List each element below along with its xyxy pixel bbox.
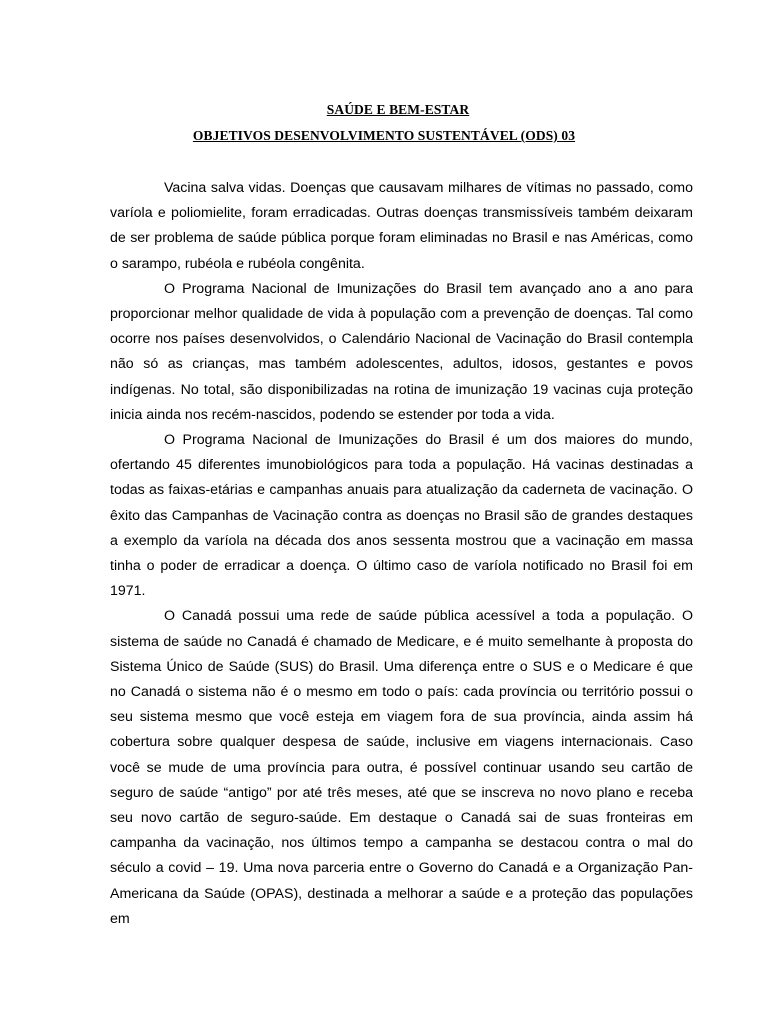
paragraph-canada-health-system: O Canadá possui uma rede de saúde pública acessível a toda a população. O sistema de saúde no Canadá é chamado de Medicare, e é muito semelhante à proposta do Sistema Único de Saúde (SUS) do Brasil. Uma diferença entre o SUS e o Medicare é que no Canadá o sistema não é o mesmo em todo o país: cada província ou território possui o seu sistema mesmo que você esteja em viagem fora de sua província, ainda assim há cobertura sobre qualquer despesa de saúde, inclusive em viagens internacionais. Caso você se mude de uma província para outra, é possível continuar usando seu cartão de seguro de saúde “antigo” por até três meses, até que se inscreva no novo plano e receba seu novo cartão de seguro-saúde. Em destaque o Canadá sai de suas fronteiras em campanha da vacinação, nos últimos tempo a campanha se destacou contra o mal do século a covid – 19. Uma nova parceria entre o Governo do Canadá e a Organização Pan-Americana da Saúde (OPAS), destinada a melhorar a saúde e a proteção das populações em xyxy=(110,608,693,927)
paragraph-national-immunization-program: O Programa Nacional de Imunizações do Brasil tem avançado ano a ano para proporcionar melhor qualidade de vida à população com a prevenção de doenças. Tal como ocorre nos países desenvolvidos, o Calendário Nacional de Vacinação do Brasil contempla não só as crianças, mas também adolescentes, adultos, idosos, gestantes e povos indígenas. No total, são disponibilizadas na rotina de imunização 19 vacinas cuja proteção inicia ainda nos recém-nascidos, podendo se estender por toda a vida. xyxy=(110,280,693,423)
document-title: SAÚDE E BEM-ESTAR xyxy=(326,102,470,117)
paragraph-vaccines-save-lives: Vacina salva vidas. Doenças que causavam milhares de vítimas no passado, como varíola e poliomielite, foram erradicadas. Outras doenças transmissíveis também deixaram de ser problema de saúde pública porque foram eliminadas no Brasil e nas Américas, como o sarampo, rubéola e rubéola congênita. xyxy=(110,180,693,272)
paragraph-immunization-program-scale: O Programa Nacional de Imunizações do Brasil é um dos maiores do mundo, ofertando 45 diferentes imunobiológicos para toda a população. Há vacinas destinadas a todas as faixas-etárias e campanhas anuais para atualização da caderneta de vacinação. O êxito das Campanhas de Vacinação contra as doenças no Brasil são de grandes destaques a exemplo da varíola na década dos anos sessenta mostrou que a vacinação em massa tinha o poder de erradicar a doença. O último caso de varíola notificado no Brasil foi em 1971. xyxy=(110,432,693,600)
document-subtitle: OBJETIVOS DESENVOLVIMENTO SUSTENTÁVEL (ODS) 03 xyxy=(192,128,576,143)
document-body xyxy=(110,176,693,932)
